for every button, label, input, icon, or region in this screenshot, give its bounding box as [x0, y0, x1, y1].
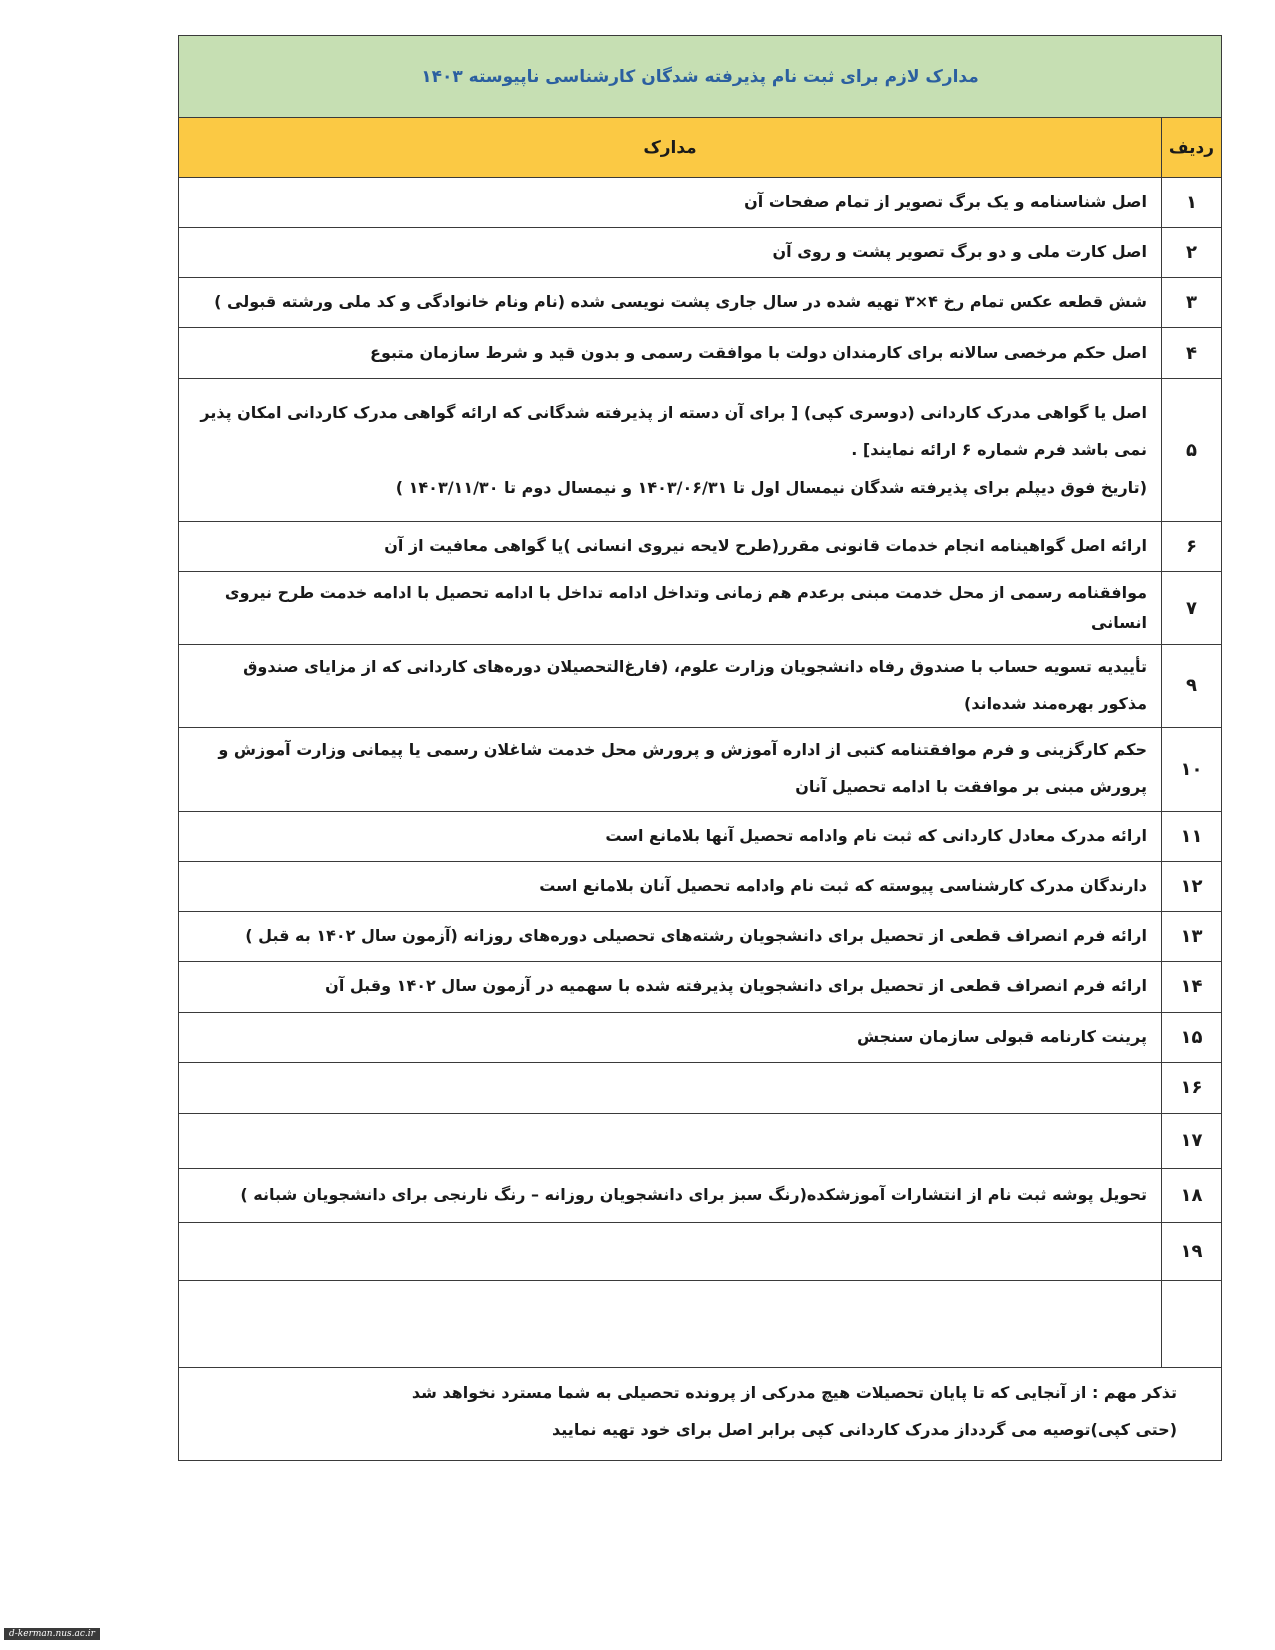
- row-number: ۳: [1162, 278, 1222, 328]
- document-text: ارائه اصل گواهینامه انجام خدمات قانونی مقرر(طرح لایحه نیروی انسانی )یا گواهی معافیت از آن: [179, 522, 1162, 572]
- row-number: ۱۲: [1162, 861, 1222, 911]
- row-number: ۱۳: [1162, 911, 1222, 961]
- document-text: اصل حکم مرخصی سالانه برای کارمندان دولت با موافقت رسمی و بدون قید و شرط سازمان متبوع: [179, 328, 1162, 379]
- row-number: ۴: [1162, 328, 1222, 379]
- document-text: حکم کارگزینی و فرم موافقتنامه کتبی از اداره آموزش و پرورش محل خدمت شاغلان رسمی یا پیمانی وزارت آموزش و پرورش مبنی بر موافقت با ادامه تحصیل آنان: [179, 727, 1162, 811]
- row-number: ۱۶: [1162, 1062, 1222, 1113]
- row-number: ۶: [1162, 522, 1222, 572]
- row-number: ۱۹: [1162, 1222, 1222, 1280]
- row-number: ۱: [1162, 178, 1222, 228]
- document-text: شش قطعه عکس تمام رخ ۴×۳ تهیه شده در سال جاری پشت نویسی شده (نام ونام خانوادگی و کد ملی ورشته قبولی ): [179, 278, 1162, 328]
- header-documents: مدارک: [179, 118, 1162, 178]
- table-row: [179, 379, 1222, 522]
- title-row: [179, 36, 1222, 118]
- table-title: مدارک لازم برای ثبت نام پذیرفته شدگان کارشناسی ناپیوسته ۱۴۰۳: [179, 36, 1222, 118]
- document-text: [179, 1222, 1162, 1280]
- table-row: [179, 328, 1222, 379]
- row-number: ۱۴: [1162, 961, 1222, 1012]
- table-row: [179, 278, 1222, 328]
- document-text: موافقنامه رسمی از محل خدمت مبنی برعدم هم زمانی وتداخل ادامه تداخل با ادامه تحصیل با ادامه خدمت طرح نیروی انسانی: [179, 572, 1162, 645]
- row-number: ۲: [1162, 228, 1222, 278]
- document-text: ارائه فرم انصراف قطعی از تحصیل برای دانشجویان رشته‌های تحصیلی دوره‌های روزانه (آزمون سال ۱۴۰۲ به قبل ): [179, 911, 1162, 961]
- footer-watermark: d-kerman.nus.ac.ir: [4, 1628, 100, 1640]
- table-row: [179, 572, 1222, 645]
- row-number: ۷: [1162, 572, 1222, 645]
- row-number: ۵: [1162, 379, 1222, 522]
- note-line-1: تذکر مهم : از آنجایی که تا پایان تحصیلات هیچ مدرکی از پرونده تحصیلی به شما مسترد نخواهد شد: [411, 1382, 1177, 1402]
- table-row: [179, 228, 1222, 278]
- row-number: ۱۸: [1162, 1168, 1222, 1222]
- document-text: اصل یا گواهی مدرک کاردانی (دوسری کپی) [ برای آن دسته از پذیرفته شدگانی که ارائه گواهی مدرک کاردانی امکان پذیر نمی باشد فرم شماره ۶ ارائه نمایند] . (تاریخ فوق دیپلم برای پذیرفته شدگان نیمسال اول تا ۱۴۰۳/۰۶/۳۱ و نیمسال دوم تا ۱۴۰۳/۱۱/۳۰ ): [179, 379, 1162, 522]
- table-row: [179, 861, 1222, 911]
- table-row: [179, 727, 1222, 811]
- table-row: [179, 645, 1222, 728]
- note-line-2: (حتی کپی)توصیه می گردداز مدرک کاردانی کپی برابر اصل برای خود تهیه نمایید: [552, 1419, 1177, 1439]
- document-text: [179, 1280, 1162, 1367]
- note-row: [179, 1367, 1222, 1460]
- row-number: ۱۷: [1162, 1113, 1222, 1168]
- row-number: ۱۰: [1162, 727, 1222, 811]
- important-note: [179, 1367, 1222, 1460]
- table-row: [179, 1062, 1222, 1113]
- row-number: [1162, 1280, 1222, 1367]
- table-row: [179, 1012, 1222, 1062]
- document-text: ارائه فرم انصراف قطعی از تحصیل برای دانشجویان پذیرفته شده با سهمیه در آزمون سال ۱۴۰۲ وقبل آن: [179, 961, 1162, 1012]
- documents-table: [178, 35, 1222, 1461]
- document-text: [179, 1062, 1162, 1113]
- row-number: ۹: [1162, 645, 1222, 728]
- header-row: [179, 118, 1222, 178]
- document-text: [179, 1113, 1162, 1168]
- table-row: [179, 1222, 1222, 1280]
- table-row: [179, 178, 1222, 228]
- row-number: ۱۵: [1162, 1012, 1222, 1062]
- row-number: ۱۱: [1162, 811, 1222, 861]
- table-row: [179, 1280, 1222, 1367]
- header-row-number: ردیف: [1162, 118, 1222, 178]
- table-row: [179, 811, 1222, 861]
- document-text: دارندگان مدرک کارشناسی پیوسته که ثبت نام وادامه تحصیل آنان بلامانع است: [179, 861, 1162, 911]
- table-row: [179, 911, 1222, 961]
- document-text: ارائه مدرک معادل کاردانی که ثبت نام وادامه تحصیل آنها بلامانع است: [179, 811, 1162, 861]
- document-text: پرینت کارنامه قبولی سازمان سنجش: [179, 1012, 1162, 1062]
- table-row: [179, 1168, 1222, 1222]
- table-row: [179, 961, 1222, 1012]
- document-text: اصل کارت ملی و دو برگ تصویر پشت و روی آن: [179, 228, 1162, 278]
- document-text: اصل شناسنامه و یک برگ تصویر از تمام صفحات آن: [179, 178, 1162, 228]
- table-row: [179, 1113, 1222, 1168]
- document-text: تأییدیه تسویه حساب با صندوق رفاه دانشجویان وزارت علوم، (فارغ‌التحصیلان دوره‌های کاردانی که از مزایای صندوق مذکور بهره‌مند شده‌اند): [179, 645, 1162, 728]
- table-row: [179, 522, 1222, 572]
- document-text: تحویل پوشه ثبت نام از انتشارات آموزشکده(رنگ سبز برای دانشجویان روزانه – رنگ نارنجی برای دانشجویان شبانه ): [179, 1168, 1162, 1222]
